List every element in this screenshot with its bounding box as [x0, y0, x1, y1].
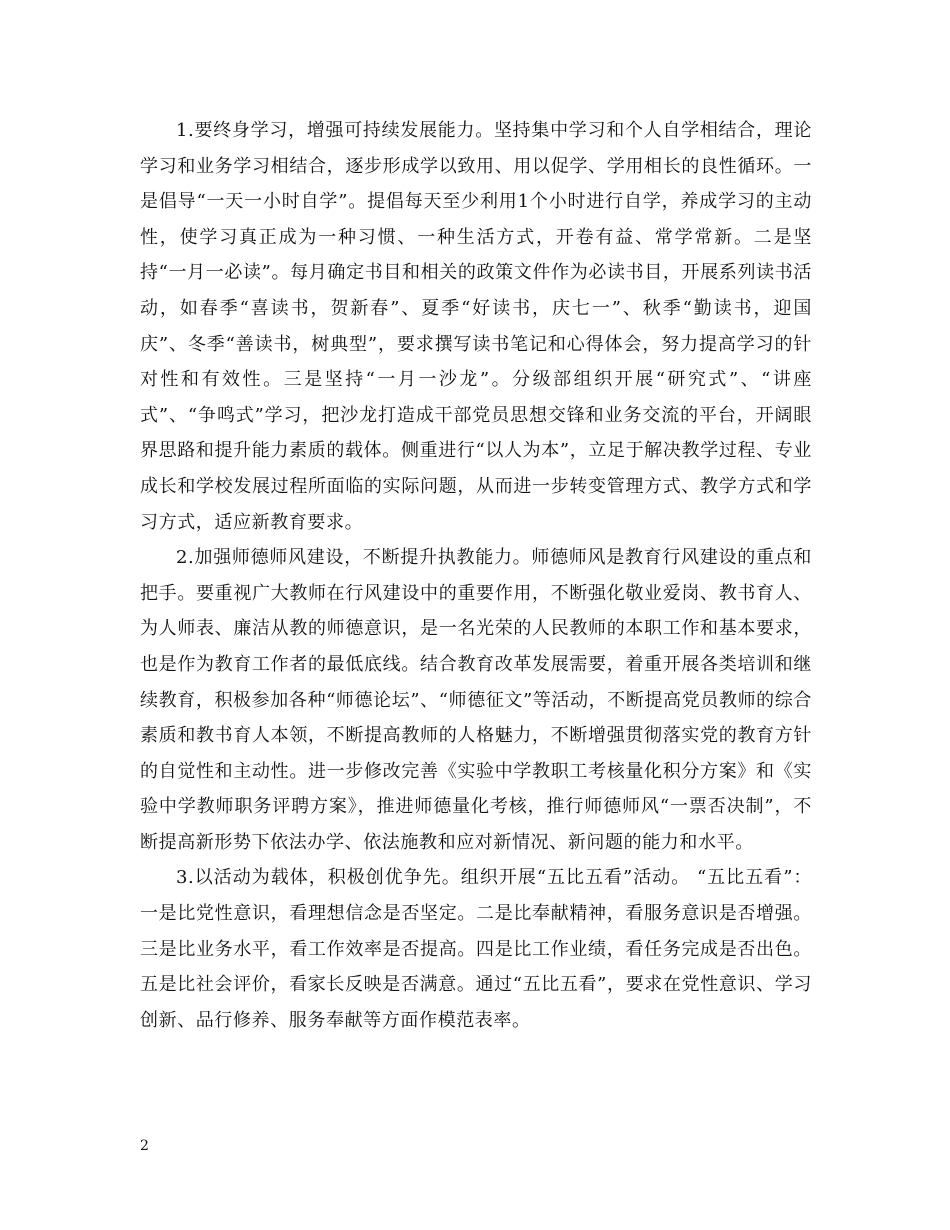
document-body — [140, 113, 812, 1038]
paragraph-2: 2.加强师德师风建设，不断提升执教能力。师德师风是教育行风建设的重点和把手。要重视广大教师在行风建设中的重要作用，不断强化敬业爱岗、教书育人、为人师表、廉洁从教的师德意识，是一名光荣的人民教师的本职工作和基本要求，也是作为教育工作者的最低底线。结合教育改革发展需要，着重开展各类培训和继续教育，积极参加各种“师德论坛”、“师德征文”等活动，不断提高党员教师的综合素质和教书育人本领，不断提高教师的人格魅力，不断增强贯彻落实党的教育方针的自觉性和主动性。进一步修改完善《实验中学教职工考核量化积分方案》和《实验中学教师职务评聘方案》，推进师德量化考核，推行师德师风“一票否决制”，不断提高新形势下依法办学、依法施教和应对新情况、新问题的能力和水平。 — [140, 547, 812, 853]
paragraph-3: 3.以活动为载体，积极创优争先。组织开展“五比五看”活动。 “五比五看”：一是比党性意识，看理想信念是否坚定。二是比奉献精神，看服务意识是否增强。三是比业务水平，看工作效率是否提高。四是比工作业绩，看任务完成是否出色。五是比社会评价，看家长反映是否满意。通过“五比五看”，要求在党性意识、学习创新、品行修养、服务奉献等方面作模范表率。 — [140, 867, 812, 1031]
page-number: 2 — [140, 1138, 149, 1154]
paragraph-1: 1.要终身学习，增强可持续发展能力。坚持集中学习和个人自学相结合，理论学习和业务学习相结合，逐步形成学以致用、用以促学、学用相长的良性循环。一是倡导“一天一小时自学”。提倡每天至少利用1个小时进行自学，养成学习的主动性，使学习真正成为一种习惯、一种生活方式，开卷有益、常学常新。二是坚持“一月一必读”。每月确定书目和相关的政策文件作为必读书目，开展系列读书活动，如春季“喜读书，贺新春”、夏季“好读书，庆七一”、秋季“勤读书，迎国庆”、冬季“善读书，树典型”，要求撰写读书笔记和心得体会，努力提高学习的针对性和有效性。三是坚持“一月一沙龙”。分级部组织开展“研究式”、“讲座式”、“争鸣式”学习，把沙龙打造成干部党员思想交锋和业务交流的平台，开阔眼界思路和提升能力素质的载体。侧重进行“以人为本”，立足于解决教学过程、专业成长和学校发展过程所面临的实际问题，从而进一步转变管理方式、教学方式和学习方式，适应新教育要求。 — [140, 120, 812, 533]
